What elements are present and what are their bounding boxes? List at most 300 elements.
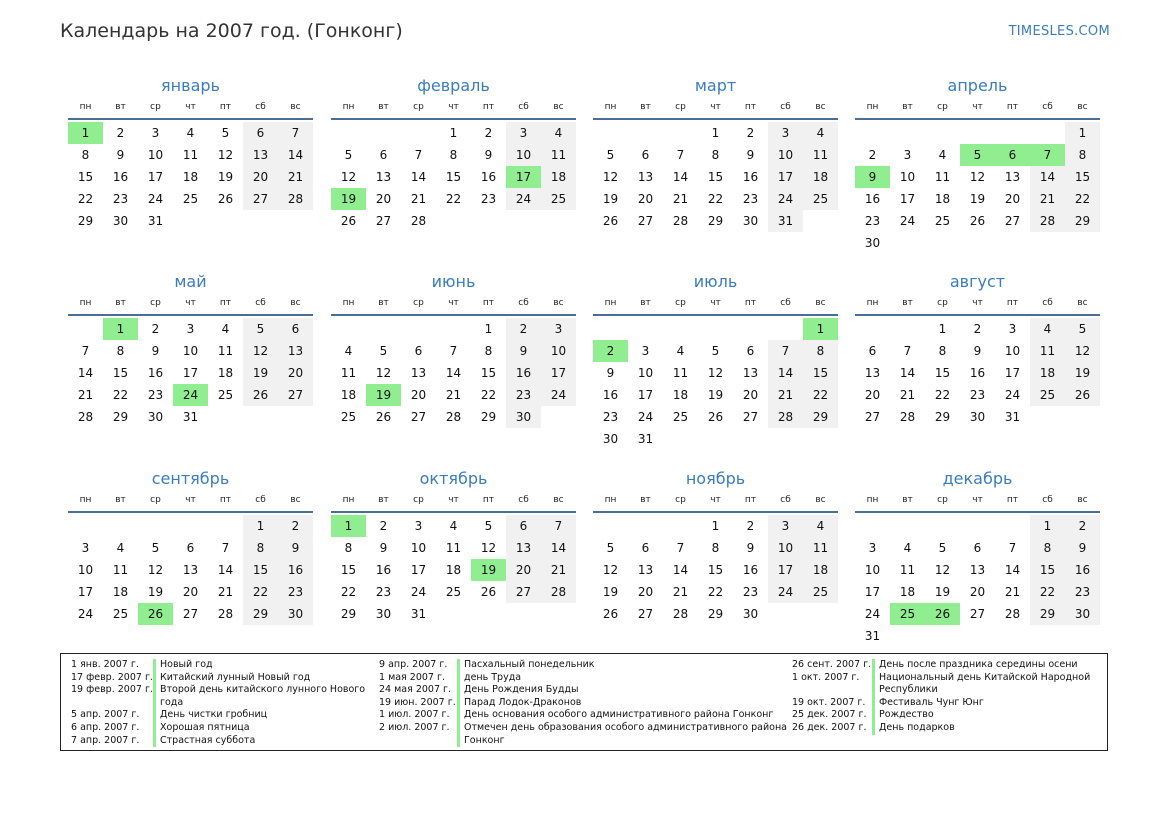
weekday-label: сб [255,102,266,112]
holiday-marker [457,672,460,685]
holiday-date: 1 июл. 2007 г. [379,709,450,721]
holiday-name: День подарков [879,721,955,733]
holiday-marker [153,684,156,709]
weekend-day-cell: 19 [243,362,278,384]
day-cell: 17 [410,563,427,577]
day-cell: 30 [375,607,392,621]
day-cell: 17 [147,170,164,184]
weekend-day-cell: 10 [541,340,576,362]
weekend-day-cell: 16 [1065,559,1100,581]
day-cell: 26 [602,214,619,228]
holiday-day-cell: 17 [506,166,541,188]
month-name: ноябрь [685,469,746,488]
holiday-marker [872,709,875,722]
month-name: апрель [947,76,1008,95]
holiday-date: 19 июн. 2007 г. [379,696,456,708]
holiday-day-cell: 25 [890,603,925,625]
weekend-day-cell: 14 [768,362,803,384]
weekday-header [68,294,313,316]
day-cell: 15 [707,170,724,184]
weekday-label: ср [413,102,424,112]
weekend-day-cell: 12 [243,340,278,362]
empty-cell [138,515,173,537]
legend-row [792,672,1094,697]
empty-cell [593,122,628,144]
empty-cell [925,122,960,144]
empty-cell [103,515,138,537]
weekday-header [68,98,313,120]
weekend-day-cell: 25 [541,188,576,210]
legend-row [792,659,1094,672]
legend-row [379,697,794,710]
day-cell: 8 [711,541,720,555]
day-cell: 6 [414,344,423,358]
empty-cell [628,122,663,144]
day-cell: 6 [746,344,755,358]
weekend-day-cell: 29 [1065,210,1100,232]
weekend-day-cell: 21 [541,559,576,581]
weekend-day-cell: 28 [1030,210,1065,232]
day-cell: 12 [340,170,357,184]
weekend-day-cell: 8 [1065,144,1100,166]
holiday-date: 1 янв. 2007 г. [71,659,139,670]
day-grid [855,515,1100,647]
month-name: август [949,272,1006,291]
weekend-day-cell: 4 [803,515,838,537]
day-cell: 2 [484,126,493,140]
day-cell: 10 [637,366,654,380]
weekend-day-cell: 8 [1030,537,1065,559]
day-cell: 12 [147,563,164,577]
empty-cell [960,515,995,537]
weekend-day-cell: 10 [506,144,541,166]
site-link[interactable]: TIMESLES.COM [1008,24,1110,39]
weekday-header [593,491,838,513]
day-cell: 7 [221,541,230,555]
day-cell: 19 [217,170,234,184]
holiday-day-cell: 1 [331,515,366,537]
weekday-label: сб [1042,298,1053,308]
day-cell: 12 [217,148,234,162]
weekday-header [855,98,1100,120]
weekday-label: пт [482,298,495,308]
day-cell: 20 [864,388,881,402]
day-cell: 16 [742,563,759,577]
month-block [68,74,313,232]
day-cell: 21 [1004,585,1021,599]
weekend-day-cell: 30 [506,406,541,428]
weekday-label: сб [780,298,791,308]
weekend-day-cell: 30 [1065,603,1100,625]
day-cell: 31 [1004,410,1021,424]
day-cell: 13 [637,563,654,577]
weekday-label: пн [866,102,879,112]
weekday-label: вс [290,102,301,112]
day-cell: 24 [410,585,427,599]
day-cell: 22 [112,388,129,402]
day-cell: 20 [1004,192,1021,206]
empty-cell [1030,122,1065,144]
empty-cell [208,515,243,537]
day-cell: 9 [973,344,982,358]
day-grid [593,318,838,450]
weekend-day-cell: 16 [278,559,313,581]
day-cell: 19 [602,192,619,206]
day-cell: 19 [707,388,724,402]
weekday-label: вт [378,102,389,112]
weekend-day-cell: 24 [541,384,576,406]
day-cell: 18 [934,192,951,206]
weekday-label: вт [378,495,389,505]
day-cell: 1 [711,126,720,140]
holiday-day-cell: 9 [855,166,890,188]
day-cell: 3 [186,322,195,336]
weekday-label: вс [290,495,301,505]
empty-cell [628,515,663,537]
day-cell: 10 [1004,344,1021,358]
day-cell: 31 [182,410,199,424]
day-cell: 17 [899,192,916,206]
empty-cell [698,318,733,340]
holiday-day-cell: 7 [1030,144,1065,166]
day-cell: 7 [676,541,685,555]
weekday-label: сб [255,495,266,505]
legend-row [71,684,370,709]
empty-cell [890,515,925,537]
weekday-label: пн [79,102,92,112]
day-cell: 23 [742,585,759,599]
holiday-marker [457,709,460,722]
weekend-day-cell: 28 [278,188,313,210]
day-cell: 15 [445,170,462,184]
month-name: январь [161,76,220,95]
weekday-label: ср [937,102,948,112]
day-cell: 9 [746,541,755,555]
day-cell: 19 [934,585,951,599]
day-cell: 15 [112,366,129,380]
day-cell: 13 [637,170,654,184]
day-cell: 12 [602,170,619,184]
day-cell: 13 [1004,170,1021,184]
day-cell: 18 [112,585,129,599]
day-cell: 26 [375,410,392,424]
weekday-label: вс [1077,298,1088,308]
empty-cell [925,515,960,537]
day-cell: 11 [112,563,129,577]
day-cell: 9 [746,148,755,162]
day-cell: 24 [899,214,916,228]
weekday-label: вс [553,298,564,308]
weekday-label: чт [972,495,983,505]
day-cell: 26 [602,607,619,621]
weekday-label: чт [710,102,721,112]
day-cell: 26 [969,214,986,228]
day-grid [331,122,576,232]
day-cell: 3 [414,519,423,533]
empty-cell [401,318,436,340]
weekday-label: пн [866,298,879,308]
weekday-header [593,294,838,316]
empty-cell [733,318,768,340]
holiday-day-cell: 6 [995,144,1030,166]
day-cell: 10 [410,541,427,555]
holiday-name: день Труда [464,671,522,683]
weekend-day-cell: 2 [506,318,541,340]
weekday-label: ср [675,495,686,505]
day-cell: 31 [410,607,427,621]
day-cell: 3 [151,126,160,140]
weekend-day-cell: 23 [1065,581,1100,603]
weekday-label: вт [902,495,913,505]
day-cell: 14 [217,563,234,577]
day-cell: 18 [182,170,199,184]
day-cell: 6 [186,541,195,555]
weekend-day-cell: 13 [243,144,278,166]
weekend-day-cell: 11 [541,144,576,166]
day-cell: 25 [934,214,951,228]
day-grid [68,122,313,232]
weekday-label: чт [185,298,196,308]
day-cell: 8 [711,148,720,162]
day-cell: 23 [742,192,759,206]
day-cell: 23 [602,410,619,424]
day-cell: 7 [414,148,423,162]
weekend-day-cell: 31 [768,210,803,232]
weekend-day-cell: 29 [803,406,838,428]
weekday-label: чт [448,495,459,505]
month-block [855,74,1100,254]
holiday-name: Отмечен день образования особого административного района Гонконг [464,721,787,746]
weekend-day-cell: 23 [506,384,541,406]
weekend-day-cell: 15 [1065,166,1100,188]
day-cell: 29 [707,607,724,621]
day-cell: 28 [77,410,94,424]
legend-row [792,697,1094,710]
weekday-label: чт [185,102,196,112]
day-cell: 19 [969,192,986,206]
day-cell: 16 [112,170,129,184]
day-cell: 17 [77,585,94,599]
day-cell: 21 [77,388,94,402]
weekday-label: сб [1042,495,1053,505]
empty-cell [628,318,663,340]
weekend-day-cell: 26 [1065,384,1100,406]
weekend-day-cell: 13 [278,340,313,362]
weekday-label: вс [553,495,564,505]
weekday-label: сб [780,102,791,112]
page-title: Календарь на 2007 год. (Гонконг) [60,20,403,42]
holiday-name: Китайский лунный Новый год [160,671,311,683]
weekday-label: сб [255,298,266,308]
day-cell: 28 [445,410,462,424]
holiday-date: 26 сент. 2007 г. [792,659,872,670]
holiday-day-cell: 19 [331,188,366,210]
month-block [593,74,838,232]
day-cell: 11 [934,170,951,184]
empty-cell [663,318,698,340]
day-cell: 30 [112,214,129,228]
weekday-label: пн [79,495,92,505]
day-cell: 1 [938,322,947,336]
weekday-label: пт [219,102,232,112]
weekend-day-cell: 19 [1065,362,1100,384]
day-grid [331,515,576,625]
weekend-day-cell: 1 [243,515,278,537]
day-cell: 30 [742,607,759,621]
day-cell: 3 [903,148,912,162]
day-cell: 8 [938,344,947,358]
holiday-day-cell: 26 [925,603,960,625]
day-cell: 29 [480,410,497,424]
day-cell: 28 [217,607,234,621]
month-name: март [694,76,737,95]
day-cell: 2 [973,322,982,336]
month-name: декабрь [942,469,1013,488]
weekend-day-cell: 24 [768,188,803,210]
legend-row [71,735,370,748]
empty-cell [366,122,401,144]
day-cell: 15 [480,366,497,380]
day-cell: 1 [711,519,720,533]
day-grid [68,318,313,428]
weekday-label: ср [675,298,686,308]
day-cell: 20 [182,585,199,599]
weekday-label: сб [518,495,529,505]
weekend-day-cell: 27 [243,188,278,210]
day-cell: 6 [641,148,650,162]
day-cell: 22 [340,585,357,599]
day-cell: 9 [484,148,493,162]
month-block [68,467,313,625]
weekday-label: ср [675,102,686,112]
legend-row [379,709,794,722]
day-cell: 28 [1004,607,1021,621]
empty-cell [768,318,803,340]
day-cell: 25 [217,388,234,402]
weekday-label: вт [115,102,126,112]
day-cell: 25 [445,585,462,599]
day-cell: 22 [77,192,94,206]
weekend-day-cell: 3 [768,515,803,537]
weekday-label: вс [1077,102,1088,112]
day-cell: 5 [938,541,947,555]
legend-column [379,659,794,747]
day-cell: 25 [182,192,199,206]
day-cell: 21 [445,388,462,402]
legend-column [792,659,1094,735]
weekend-day-cell: 9 [278,537,313,559]
day-cell: 29 [340,607,357,621]
day-cell: 3 [1008,322,1017,336]
day-grid [855,122,1100,254]
weekend-day-cell: 2 [1065,515,1100,537]
holiday-day-cell: 5 [960,144,995,166]
day-cell: 30 [742,214,759,228]
day-cell: 22 [480,388,497,402]
holiday-day-cell: 1 [803,318,838,340]
holiday-name: Хорошая пятница [160,721,250,733]
holiday-date: 5 апр. 2007 г. [71,709,140,721]
weekend-day-cell: 4 [1030,318,1065,340]
weekend-day-cell: 20 [278,362,313,384]
weekend-day-cell: 5 [1065,318,1100,340]
day-cell: 14 [77,366,94,380]
weekend-day-cell: 1 [1065,122,1100,144]
month-block [331,270,576,428]
day-cell: 15 [340,563,357,577]
day-cell: 22 [934,388,951,402]
empty-cell [855,515,890,537]
holiday-name: Парад Лодок-Драконов [464,696,582,708]
weekday-label: чт [448,298,459,308]
weekend-day-cell: 14 [278,144,313,166]
legend-column [71,659,370,747]
holiday-name: Новый год [160,659,213,670]
weekend-day-cell: 6 [278,318,313,340]
weekday-label: пт [1006,298,1019,308]
weekend-day-cell: 2 [278,515,313,537]
weekday-label: чт [710,495,721,505]
weekday-label: ср [150,102,161,112]
day-cell: 2 [379,519,388,533]
weekday-label: ср [413,298,424,308]
weekday-label: пн [342,298,355,308]
weekday-label: чт [972,298,983,308]
month-name: июль [693,272,738,291]
weekday-label: вт [115,495,126,505]
day-cell: 27 [375,214,392,228]
weekend-day-cell: 14 [1030,166,1065,188]
weekend-day-cell: 10 [768,144,803,166]
day-cell: 26 [340,214,357,228]
weekend-day-cell: 5 [243,318,278,340]
weekend-day-cell: 26 [243,384,278,406]
day-cell: 6 [868,344,877,358]
weekend-day-cell: 24 [768,581,803,603]
month-block [855,467,1100,647]
day-cell: 4 [186,126,195,140]
day-cell: 4 [344,344,353,358]
weekend-day-cell: 3 [541,318,576,340]
holiday-day-cell: 24 [173,384,208,406]
weekend-day-cell: 17 [768,559,803,581]
weekend-day-cell: 21 [1030,188,1065,210]
weekday-header [331,294,576,316]
holiday-date: 19 окт. 2007 г. [792,696,866,708]
holiday-day-cell: 19 [471,559,506,581]
day-cell: 10 [77,563,94,577]
month-block [68,270,313,428]
holiday-marker [153,659,156,672]
weekend-day-cell: 28 [541,581,576,603]
weekday-header [593,98,838,120]
day-cell: 16 [602,388,619,402]
holiday-marker [872,697,875,710]
day-cell: 4 [938,148,947,162]
weekend-day-cell: 25 [803,581,838,603]
weekday-label: вс [290,298,301,308]
holiday-day-cell: 2 [593,340,628,362]
holiday-legend [60,653,1108,751]
day-cell: 12 [375,366,392,380]
day-cell: 18 [672,388,689,402]
day-cell: 24 [637,410,654,424]
weekday-label: пт [1006,102,1019,112]
legend-row [379,722,794,747]
weekday-header [855,491,1100,513]
holiday-marker [872,722,875,735]
day-cell: 10 [864,563,881,577]
